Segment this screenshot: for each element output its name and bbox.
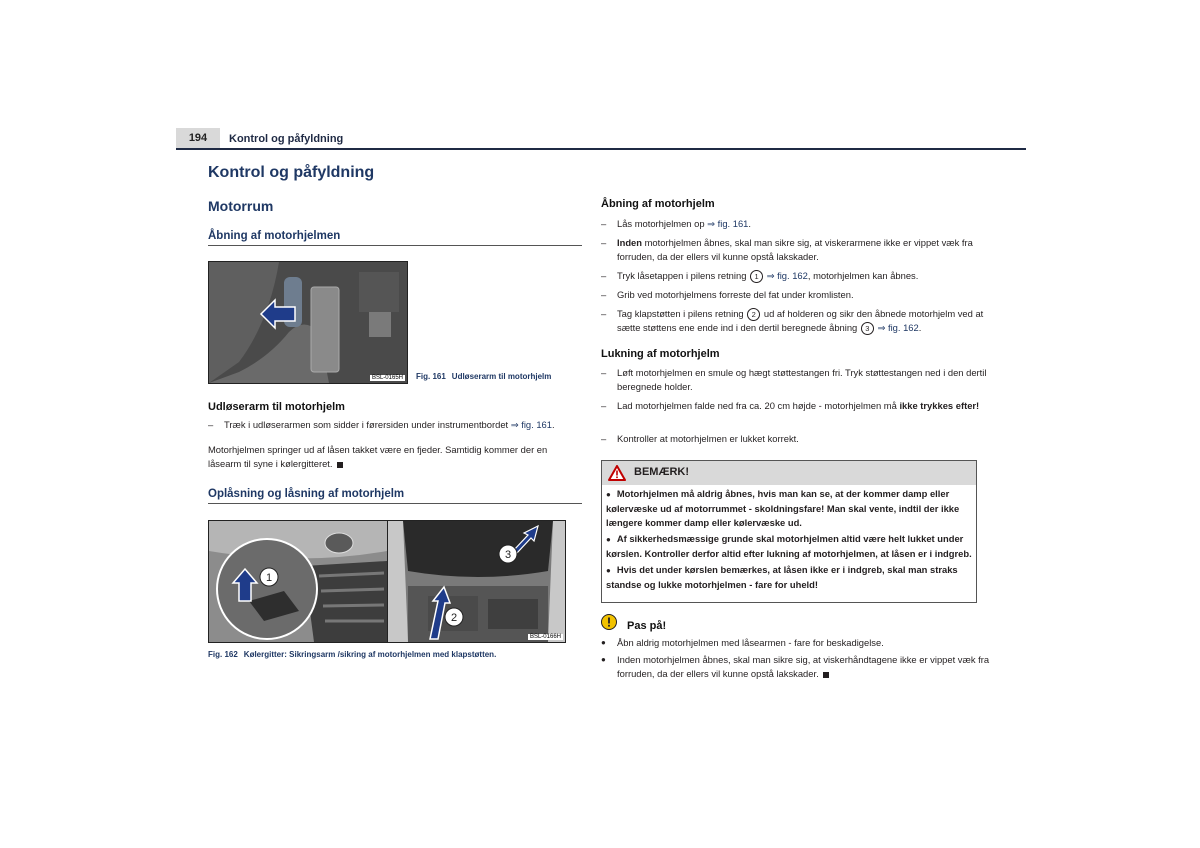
figure-reference-link[interactable]: ⇒ fig. 161 <box>510 419 552 430</box>
item-text: ud af holderen og sikr den åbnede motorhjelm ved at sætte støttens ene ende ind i den dertil beregnede åbning <box>617 308 984 334</box>
block-title-opening: Åbning af motorhjelm <box>601 198 715 210</box>
paragraph <box>208 443 582 471</box>
callout-number-icon: 2 <box>747 308 760 321</box>
item-text: Lås motorhjelmen op <box>617 218 705 229</box>
list-item: – Løft motorhjelmen en smule og hægt støttestangen fri. Tryk støttestangen ned i den dertil beregnede holder. <box>601 367 987 392</box>
warning-item: ● Af sikkerhedsmæssige grunde skal motorhjelmen altid være helt lukket under kørslen. Kontroller derfor altid efter lukning af motorhjelmen, at låsen er i indgreb. <box>606 533 972 559</box>
marker-3: 3 <box>504 549 512 561</box>
figure-code: BSL-0165H <box>371 375 403 381</box>
warning-item: ● Motorhjelmen må aldrig åbnes, hvis man kan se, at der kommer damp eller kølervæske ud af motorrummet - skoldningsfare! Man skal vente, indtil der ikke længere kommer damp eller kølervæske ud. <box>606 488 960 528</box>
running-title: Kontrol og påfyldning <box>229 133 344 145</box>
grille-lock-illustration <box>209 521 387 642</box>
paragraph-text: Motorhjelmen springer ud af låsen takket være en fjeder. Samtidig kommer der en låsearm til syne i kølergitteret. <box>208 444 548 469</box>
warning-triangle-icon <box>608 465 626 481</box>
caution-item: ● Inden motorhjelmen åbnes, skal man sikre sig, at viskerhåndtagene ikke er vippet væk fra forruden, da der ellers vil kunne opstå lakskader. <box>601 654 990 679</box>
section-title: Motorrum <box>208 198 274 214</box>
subsection-rule <box>208 245 582 246</box>
list-item: – Inden motorhjelmen åbnes, skal man sikre sig, at viskerarmene ikke er vippet væk fra forruden, da der ellers vil kunne opstå lakskader. <box>601 237 973 262</box>
figure-code: BSL-0166H <box>529 634 561 640</box>
warning-item-text: Af sikkerhedsmæssige grunde skal motorhjelmen altid være helt lukket under kørslen. Kontroller derfor altid efter lukning af motorhjelmen, at låsen er i indgreb. <box>606 533 972 559</box>
figure-reference-link[interactable]: ⇒ fig. 162 <box>877 322 919 334</box>
item-text: Træk i udløserarmen som sidder i førersiden under instrumentbordet <box>224 419 509 430</box>
warning-item-text: Hvis det under kørslen bemærkes, at låsen ikke er i indgreb, skal man straks standse og lukke motorhjelmen - fare for uheld! <box>606 564 958 590</box>
warning-header <box>602 461 976 485</box>
list-item: – Tryk låsetappen i pilens retning 1 ⇒ fig. 162, motorhjelmen kan åbnes. <box>601 270 919 282</box>
caption-text: Kølergitter: Sikringsarm /sikring af motorhjelmen med klapstøtten. <box>243 650 497 659</box>
figure-161-caption <box>416 372 551 381</box>
figure-162-left-image <box>208 520 388 643</box>
caution-item-text: Åbn aldrig motorhjelmen med låsearmen - fare for beskadigelse. <box>617 637 884 648</box>
item-text: Kontroller at motorhjelmen er lukket korrekt. <box>617 433 799 444</box>
list-item: – Kontroller at motorhjelmen er lukket korrekt. <box>601 433 799 444</box>
end-marker-icon <box>823 672 829 678</box>
subsection-title-opening: Åbning af motorhjelmen <box>208 230 341 242</box>
warning-body <box>602 485 976 592</box>
warning-item-text: Motorhjelmen må aldrig åbnes, hvis man kan se, at der kommer damp eller kølervæske ud af motorrummet - skoldningsfare! Man skal vente, indtil der ikke længere kommer damp eller kølervæske ud. <box>606 488 960 528</box>
caution-exclamation-icon <box>601 614 617 630</box>
figure-label: Fig. 162 <box>208 650 238 659</box>
list-item: – Træk i udløserarmen som sidder i førersiden under instrumentbordet ⇒ fig. 161. <box>208 419 555 430</box>
item-text: Løft motorhjelmen en smule og hægt støttestangen fri. Tryk støttestangen ned i den dertil beregnede holder. <box>617 367 987 392</box>
caption-text: Udløserarm til motorhjelm <box>451 372 552 381</box>
list-item: – Lad motorhjelmen falde ned fra ca. 20 cm højde - motorhjelmen må ikke trykkes efter! <box>601 400 980 411</box>
marker-1: 1 <box>265 572 273 584</box>
item-bold-text: ikke trykkes efter! <box>899 400 980 411</box>
subsection-rule <box>208 503 582 504</box>
callout-number-icon: 1 <box>750 270 763 283</box>
page-number: 194 <box>176 128 220 148</box>
subsection-title-unlocking: Oplåsning og låsning af motorhjelm <box>208 488 405 500</box>
chapter-title: Kontrol og påfyldning <box>208 164 375 181</box>
item-text: Grib ved motorhjelmens forreste del fat under kromlisten. <box>617 289 854 300</box>
item-text: motorhjelmen åbnes, skal man sikre sig, at viskerarmene ikke er vippet væk fra forruden, da der ellers vil kunne opstå lakskader. <box>617 237 973 262</box>
callout-number-icon: 3 <box>861 322 874 335</box>
item-text: Tryk låsetappen i pilens retning <box>617 270 747 281</box>
header-rule <box>176 148 1026 150</box>
hood-release-lever-illustration <box>209 262 407 383</box>
list-item: – Grib ved motorhjelmens forreste del fat under kromlisten. <box>601 289 854 300</box>
list-item: – Tag klapstøtten i pilens retning 2 ud af holderen og sikr den åbnede motorhjelm ved at sætte støttens ene ende ind i den dertil beregnede åbning 3 ⇒ fig. 162. <box>601 308 984 334</box>
figure-162-right-image <box>387 520 566 643</box>
list-item: – Lås motorhjelmen op ⇒ fig. 161. <box>601 218 751 229</box>
caution-item: ● Åbn aldrig motorhjelmen med låsearmen - fare for beskadigelse. <box>601 637 884 648</box>
warning-box <box>601 460 977 603</box>
block-title-closing: Lukning af motorhjelm <box>601 348 720 360</box>
figure-reference-link[interactable]: ⇒ fig. 162 <box>766 270 808 281</box>
end-marker-icon <box>337 462 343 468</box>
figure-161-image <box>208 261 408 384</box>
figure-reference-link[interactable]: ⇒ fig. 161 <box>707 218 749 229</box>
item-text: , motorhjelmen kan åbnes. <box>807 270 919 281</box>
item-text: Tag klapstøtten i pilens retning <box>617 308 744 319</box>
caution-title: Pas på! <box>627 620 667 632</box>
caution-item-text: Inden motorhjelmen åbnes, skal man sikre sig, at viskerhåndtagene ikke er vippet væk fra forruden, da der ellers vil kunne opstå lakskader. <box>617 654 990 679</box>
hood-prop-illustration <box>388 521 565 642</box>
marker-2: 2 <box>450 612 458 624</box>
warning-title: BEMÆRK! <box>634 466 689 478</box>
figure-162-caption <box>208 650 496 659</box>
block-title-release-lever: Udløserarm til motorhjelm <box>208 401 345 413</box>
item-bold-text: Inden <box>617 237 642 248</box>
figure-label: Fig. 161 <box>416 372 446 381</box>
item-text: Lad motorhjelmen falde ned fra ca. 20 cm højde - motorhjelmen må <box>617 400 897 411</box>
warning-item: ● Hvis det under kørslen bemærkes, at låsen ikke er i indgreb, skal man straks standse og lukke motorhjelmen - fare for uheld! <box>606 564 958 590</box>
